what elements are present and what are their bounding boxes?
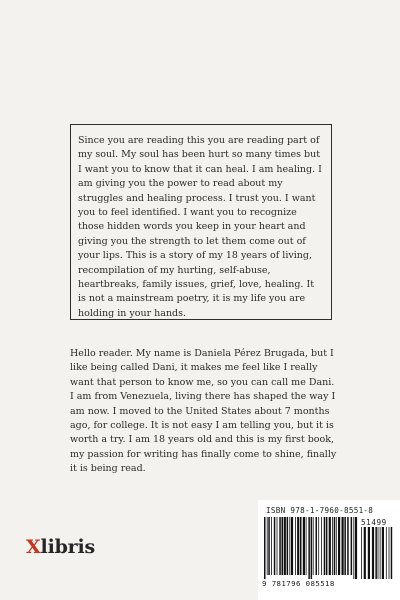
author-bio-text: Hello reader. My name is Daniela Pérez Brugada, but I like being called Dani, it makes me feel like I really want that person to know me, so you can call me Dani. I am from Venezuela, living there has shaped the way I am now. I moved to the United States about 7 months ago, for college. It is not easy I am telling you, but it is worth a try. I am 18 years old and this is my first book, my passion for writing has finally come to shine, finally it is being read. — [70, 348, 337, 475]
barcode-bar — [277, 517, 278, 575]
barcode-icon — [264, 517, 394, 579]
back-cover-blurb-box — [70, 124, 332, 320]
publisher-logo — [26, 536, 95, 558]
barcode-bar — [264, 517, 266, 579]
barcode-bar — [332, 517, 333, 575]
barcode-addon-bar — [380, 527, 381, 579]
barcode-bar — [334, 517, 336, 575]
barcode-bar — [287, 517, 289, 575]
barcode-bar — [347, 517, 349, 575]
isbn-label: ISBN 978-1-7960-8551-8 — [266, 506, 374, 515]
barcode-bar — [355, 517, 357, 579]
barcode-bar — [329, 517, 331, 575]
barcode-addon-bar — [364, 527, 366, 579]
barcode-bar — [342, 517, 344, 575]
barcode-addon-bar — [386, 527, 387, 579]
blurb-text: Since you are reading this you are reading part of my soul. My soul has been hurt so many times but I want you to know that it can heal. I am healing. I am giving you the power to read about my struggles and healing process. I trust you. I want you to feel identified. I want you to recognize those hidden words you keep in your heart and giving you the strength to let them come out of your lips. This is a story of my 18 years of living, recompilation of my hurting, self-abuse, heartbreaks, family issues, grief, love, healing. It is not a mainstream poetry, it is my life you are holding in your hands. — [78, 135, 322, 319]
barcode-addon-bar — [391, 527, 393, 579]
barcode-bar — [297, 517, 299, 575]
barcode-panel — [258, 500, 400, 600]
barcode-bar — [274, 517, 276, 575]
barcode-bar — [306, 517, 307, 575]
barcode-bar — [300, 517, 302, 575]
barcode-bar — [284, 517, 286, 575]
barcode-addon-bar — [389, 527, 390, 579]
publisher-logo-rest: libris — [40, 536, 95, 558]
barcode-bar — [308, 517, 310, 579]
barcode-bar — [336, 517, 337, 575]
barcode-addon-bar — [361, 527, 362, 579]
barcode-bar — [291, 517, 293, 575]
barcode-bar — [326, 517, 328, 575]
barcode-addon-bar — [382, 527, 384, 579]
barcode-bar — [311, 517, 313, 579]
barcode-bar — [351, 517, 353, 575]
barcode-addon-bar — [378, 527, 379, 579]
publisher-logo-x: X — [26, 536, 41, 558]
barcode-bar — [344, 517, 346, 575]
barcode-bar — [313, 517, 314, 575]
price-code: 51499 — [361, 518, 387, 527]
ean-digits: 9 781796 085518 — [262, 579, 335, 588]
barcode-addon-bar — [375, 527, 377, 579]
barcode-bar — [295, 517, 296, 575]
barcode-bar — [303, 517, 305, 575]
barcode-addon-bar — [372, 527, 374, 579]
barcode-bar — [267, 517, 268, 575]
barcode-bar — [321, 517, 322, 575]
barcode-bar — [318, 517, 319, 575]
barcode-addon-bar — [368, 527, 370, 579]
barcode-bar — [271, 517, 272, 575]
barcode-bar — [279, 517, 281, 575]
barcode-bar — [324, 517, 326, 575]
barcode-bar — [289, 517, 290, 575]
barcode-bar — [338, 517, 340, 575]
barcode-bar — [282, 517, 284, 575]
barcode-bar — [268, 517, 270, 575]
barcode-bar — [353, 517, 354, 579]
barcode-bar — [316, 517, 318, 575]
